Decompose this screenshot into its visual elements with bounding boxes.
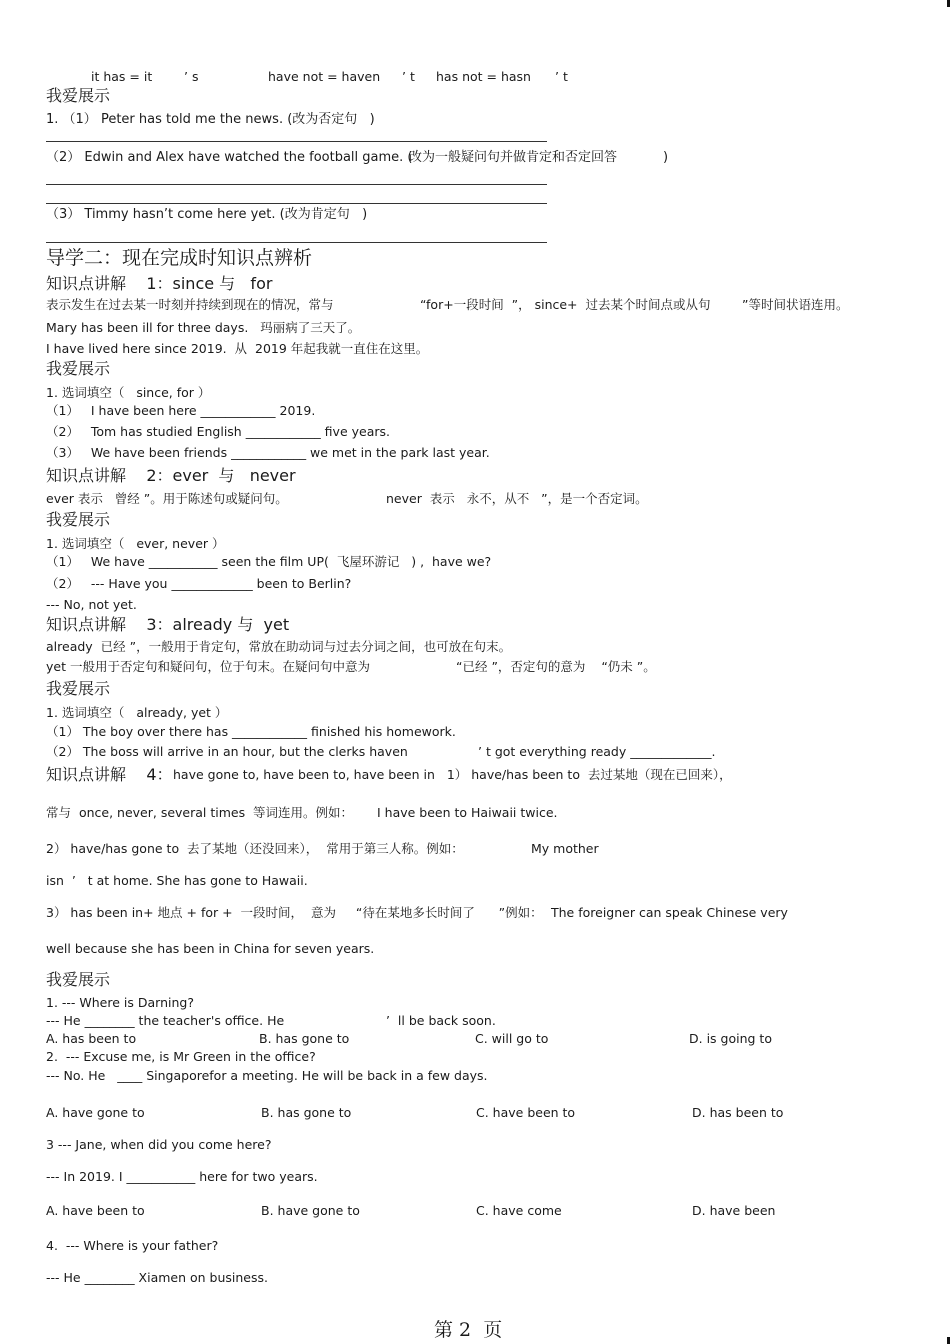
option-c: C. have come [476, 1203, 562, 1218]
question-stem: ’ ll be back soon. [386, 1013, 496, 1028]
explanation-text: 常与 once, never, several times 等词连用。例如： [46, 805, 354, 820]
option-a: A. have gone to [46, 1105, 145, 1120]
explanation-text: 3） has been in+ 地点 + for + 一段时间， 意为 “待在某地多长时间了 ”例如： [46, 905, 543, 920]
exercise-bracket: ) [663, 150, 669, 165]
answer-line [46, 242, 547, 243]
section-heading: 我爱展示 [46, 970, 111, 989]
exercise-item: （2） Tom has studied English ____________ five years. [46, 424, 390, 439]
contraction-apostrophe: ’ s [184, 69, 199, 84]
explanation-text: already 已经 ”，一般用于肯定句，常放在助动词与过去分词之间，也可放在句末。 [46, 639, 512, 654]
explanation-text: ever 表示 曾经 ”。用于陈述句或疑问句。 [46, 491, 288, 506]
exercise-item: （1） We have ___________ seen the film UP( 飞屋环游记 ) , have we? [46, 554, 492, 569]
contraction-has-not: has not = hasn [436, 69, 531, 84]
option-d: D. has been to [692, 1105, 784, 1120]
section-heading: 我爱展示 [46, 359, 111, 378]
option-d: D. have been [692, 1203, 776, 1218]
exercise-item: 1. （1） Peter has told me the news. (改为否定句 ) [46, 112, 375, 127]
section-title: 导学二：现在完成时知识点辨析 [46, 247, 313, 269]
exercise-item: （3） Timmy hasn’t come here yet. (改为肯定句 ) [46, 207, 368, 222]
exercise-instruction: 改为一般疑问句并做肯定和否定回答 [409, 150, 618, 165]
explanation-text: 2） have/has gone to 去了某地（还没回来）， 常用于第三人称。例如： [46, 841, 464, 856]
section-heading: 我爱展示 [46, 86, 111, 105]
exercise-item: （3） We have been friends ____________ we met in the park last year. [46, 445, 490, 460]
example-sentence: isn ’ t at home. She has gone to Hawaii. [46, 873, 308, 888]
section-heading: 我爱展示 [46, 679, 111, 698]
example-sentence: The foreigner can speak Chinese very [551, 905, 788, 920]
option-a: A. have been to [46, 1203, 145, 1218]
question-stem: --- In 2019. I ___________ here for two years. [46, 1169, 318, 1184]
question-stem: 4. --- Where is your father? [46, 1238, 219, 1253]
answer-line [46, 184, 547, 185]
question-stem: 2. --- Excuse me, is Mr Green in the office? [46, 1049, 316, 1064]
exercise-item: （1） I have been here ____________ 2019. [46, 403, 316, 418]
exercise-task: 1. 选词填空（ ever, never ） [46, 536, 225, 551]
example-sentence: I have been to Haiwaii twice. [377, 805, 558, 820]
option-c: C. will go to [475, 1031, 549, 1046]
answer-line [46, 141, 547, 142]
answer-line [46, 203, 547, 204]
option-b: B. has gone to [261, 1105, 352, 1120]
exercise-task: 1. 选词填空（ already, yet ） [46, 705, 228, 720]
question-stem: 1. --- Where is Darning? [46, 995, 194, 1010]
knowledge-point-title: 知识点讲解 3：already 与 yet [46, 615, 290, 634]
explanation-text: yet 一般用于否定句和疑问句，位于句末。在疑问句中意为 [46, 659, 370, 674]
contraction-it-has: it has = it [91, 69, 153, 84]
exercise-item: （1） The boy over there has ____________ finished his homework. [46, 724, 456, 739]
explanation-text: “for+一段时间 ”， since+ 过去某个时间点或从句 [420, 297, 711, 312]
explanation-text: 表示发生在过去某一时刻并持续到现在的情况，常与 [46, 297, 334, 312]
example-sentence: I have lived here since 2019. 从 2019 年起我就一直住在这里。 [46, 341, 429, 356]
contraction-have-not: have not = haven [268, 69, 381, 84]
exercise-item: ’ t got everything ready _____________. [478, 744, 716, 759]
question-stem: --- He ________ Xiamen on business. [46, 1270, 268, 1285]
page-number: 第 2 页 [434, 1319, 503, 1341]
explanation-text: never 表示 永不，从不 ”，是一个否定词。 [386, 491, 648, 506]
option-c: C. have been to [476, 1105, 576, 1120]
exercise-item: （2） Edwin and Alex have watched the football game. ( [46, 150, 413, 165]
section-heading: 我爱展示 [46, 510, 111, 529]
knowledge-point-title: 知识点讲解 4： [46, 765, 173, 784]
example-sentence: Mary has been ill for three days. 玛丽病了三天了。 [46, 320, 361, 335]
question-stem: --- He ________ the teacher's office. He [46, 1013, 285, 1028]
knowledge-point-title: 知识点讲解 2：ever 与 never [46, 466, 296, 485]
exercise-item: （2） The boss will arrive in an hour, but the clerks haven [46, 744, 408, 759]
exercise-task: 1. 选词填空（ since, for ） [46, 385, 211, 400]
explanation-text: “已经 ”，否定句的意为 “仍未 ”。 [456, 659, 656, 674]
option-a: A. has been to [46, 1031, 137, 1046]
knowledge-point-title: 知识点讲解 1：since 与 for [46, 274, 273, 293]
option-d: D. is going to [689, 1031, 772, 1046]
explanation-text: ”等时间状语连用。 [742, 297, 849, 312]
example-sentence: My mother [531, 841, 599, 856]
option-b: B. has gone to [259, 1031, 350, 1046]
contraction-apostrophe: ’ t [402, 69, 415, 84]
exercise-item: --- No, not yet. [46, 597, 137, 612]
exercise-item: （2） --- Have you _____________ been to Berlin? [46, 576, 352, 591]
question-stem: 3 --- Jane, when did you come here? [46, 1137, 272, 1152]
question-stem: --- No. He ____ Singaporefor a meeting. He will be back in a few days. [46, 1068, 488, 1083]
explanation-text: have gone to, have been to, have been in 1） have/has been to 去过某地（现在已回来）， [173, 767, 732, 782]
option-b: B. have gone to [261, 1203, 360, 1218]
contraction-apostrophe: ’ t [555, 69, 568, 84]
example-sentence: well because she has been in China for seven years. [46, 941, 375, 956]
